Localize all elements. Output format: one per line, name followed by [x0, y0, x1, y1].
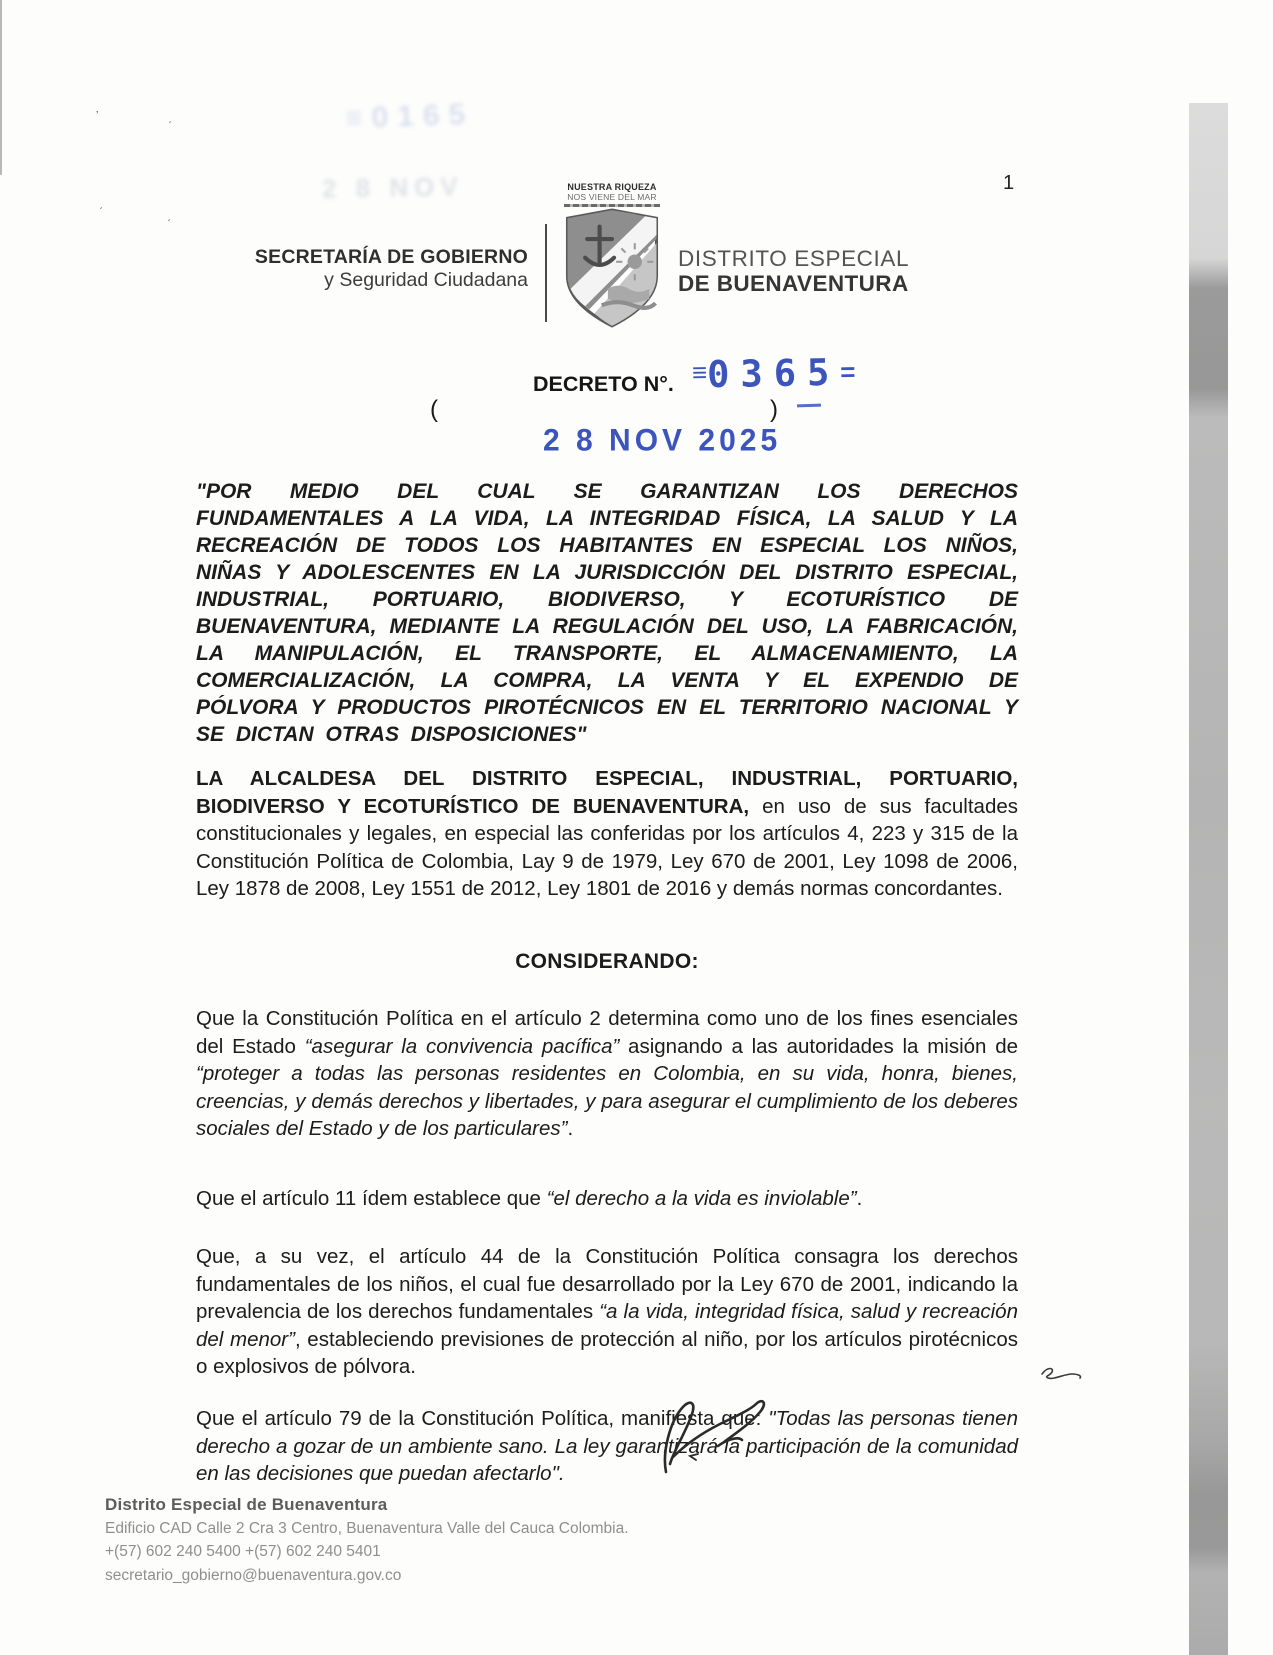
- scan-speck: ʼ: [96, 110, 99, 122]
- considerando-heading: CONSIDERANDO:: [515, 950, 699, 973]
- p1-text: Que la Constitución Política en el artículo 2 determina como uno de los fines esenciales del Estado: [196, 1007, 1018, 1058]
- footer-address: Edificio CAD Calle 2 Cra 3 Centro, Buenaventura Valle del Cauca Colombia.: [105, 1519, 629, 1537]
- stamp-underline: [797, 404, 821, 408]
- footer-block: [105, 1493, 629, 1587]
- secretaria-header: [176, 246, 528, 292]
- stamp-prefix-mark: ≡: [691, 357, 708, 388]
- p2-text: Que el artículo 11 ídem establece que: [196, 1187, 547, 1210]
- crest-motto-bar: [564, 204, 660, 207]
- p1-text: asignando a las autoridades la misión de: [619, 1034, 1018, 1058]
- shield-crest-icon: [560, 208, 664, 328]
- stamp-suffix-mark: =: [840, 356, 856, 387]
- secretaria-title: SECRETARÍA DE GOBIERNO: [254, 246, 528, 268]
- distrito-header: [678, 246, 909, 296]
- secretaria-subtitle: y Seguridad Ciudadana: [324, 269, 528, 291]
- p1-quote1: “asegurar la convivencia pacífica”: [304, 1034, 620, 1058]
- considerando-paragraph-3: [196, 1243, 1018, 1381]
- scan-edge-line: [0, 0, 2, 175]
- p1-quote2: “proteger a todas las personas residentes en Colombia, en su vida, honra, bienes, creencias, y demás derechos y libertades, y para asegurar el cumplimiento de los deberes sociales del Estado y de los particulares”: [196, 1062, 1018, 1140]
- decree-label: DECRETO N°.: [533, 372, 674, 396]
- p2-text: .: [856, 1187, 863, 1210]
- p1-text: .: [567, 1117, 574, 1140]
- scan-speck: ˏ: [168, 112, 172, 124]
- scan-speck: ˏ: [167, 210, 171, 222]
- crest-motto-line2: NOS VIENE DEL MAR: [567, 192, 657, 202]
- page-number: 1: [1003, 172, 1015, 194]
- bleed-through-stamp: ≡0165: [344, 97, 475, 136]
- distrito-line1: DISTRITO ESPECIAL: [678, 246, 910, 271]
- decree-number: 0365: [706, 350, 841, 397]
- p3-quote: “a la vida, integridad física, salud y recreación del menor”: [196, 1300, 1018, 1351]
- city-crest: [556, 182, 668, 333]
- date-stamp: 2 8 NOV 2025: [543, 423, 782, 458]
- considerando-paragraph-1: [196, 1005, 1018, 1143]
- p2-quote: “el derecho a la vida es inviolable”: [546, 1187, 857, 1210]
- scan-speck: ˏ: [99, 198, 103, 210]
- scanner-shadow-band: [1189, 103, 1228, 1655]
- signature-mark: [652, 1392, 782, 1482]
- decree-number-stamp: [692, 351, 856, 397]
- margin-squiggle-mark: [1038, 1362, 1086, 1384]
- p4-text: Que el artículo 79 de la Constitución Política, manifiesta que:: [196, 1407, 769, 1430]
- preamble-paragraph: [196, 765, 1018, 903]
- p3-text: , estableciendo previsiones de protección al niño, por los artículos pirotécnicos o explosivos de pólvora.: [196, 1327, 1018, 1378]
- bleed-through-date: 2 8 NOV: [321, 171, 464, 204]
- considerando-paragraph-2: [196, 1185, 1018, 1213]
- p4-quote: "Todas las personas tienen derecho a gozar de un ambiente sano. La ley garantizará la participación de la comunidad en las decisiones que puedan afectarlo".: [196, 1407, 1018, 1485]
- footer-phones: +(57) 602 240 5400 +(57) 602 240 5401: [105, 1543, 381, 1560]
- paren-open: (: [430, 396, 438, 423]
- preamble-authority: LA ALCALDESA DEL DISTRITO ESPECIAL, INDUSTRIAL, PORTUARIO, BIODIVERSO Y ECOTURÍSTICO DE BUENAVENTURA,: [196, 767, 1018, 818]
- footer-email: secretario_gobierno@buenaventura.gov.co: [105, 1566, 402, 1584]
- considerando-paragraph-4: [196, 1405, 1018, 1488]
- paren-close: ): [770, 396, 778, 423]
- p3-text: Que, a su vez, el artículo 44 de la Constitución Política consagra los derechos fundamentales de los niños, el cual fue desarrollado por la Ley 670 de 2001, indicando la prevalencia de los derechos fundamentales: [196, 1245, 1018, 1323]
- crest-motto-line1: NUESTRA RIQUEZA: [567, 182, 657, 192]
- decree-title: "POR MEDIO DEL CUAL SE GARANTIZAN LOS DERECHOS FUNDAMENTALES A LA VIDA, LA INTEGRIDAD FÍSICA, LA SALUD Y LA RECREACIÓN DE TODOS LOS HABITANTES EN ESPECIAL LOS NIÑOS, NIÑAS Y ADOLESCENTES EN LA JURISDICCIÓN DEL DISTRITO ESPECIAL, INDUSTRIAL, PORTUARIO, BIODIVERSO, Y ECOTURÍSTICO DE BUENAVENTURA, MEDIANTE LA REGULACIÓN DEL USO, LA FABRICACIÓN, LA MANIPULACIÓN, EL TRANSPORTE, EL ALMACENAMIENTO, LA COMERCIALIZACIÓN, LA COMPRA, LA VENTA Y EL EXPENDIO DE PÓLVORA Y PRODUCTOS PIROTÉCNICOS EN EL TERRITORIO NACIONAL Y SE DICTAN OTRAS DISPOSICIONES": [196, 480, 1018, 746]
- distrito-line2: DE BUENAVENTURA: [678, 271, 909, 296]
- preamble-rest: en uso de sus facultades constitucionales y legales, en especial las conferidas por los artículos 4, 223 y 315 de la Constitución Política de Colombia, Lay 9 de 1979, Ley 670 de 2001, Ley 1098 de 2006, Ley 1878 de 2008, Ley 1551 de 2012, Ley 1801 de 2016 y demás normas concordantes.: [196, 794, 1018, 900]
- footer-org-name: Distrito Especial de Buenaventura: [105, 1495, 388, 1514]
- header-divider: [545, 224, 547, 322]
